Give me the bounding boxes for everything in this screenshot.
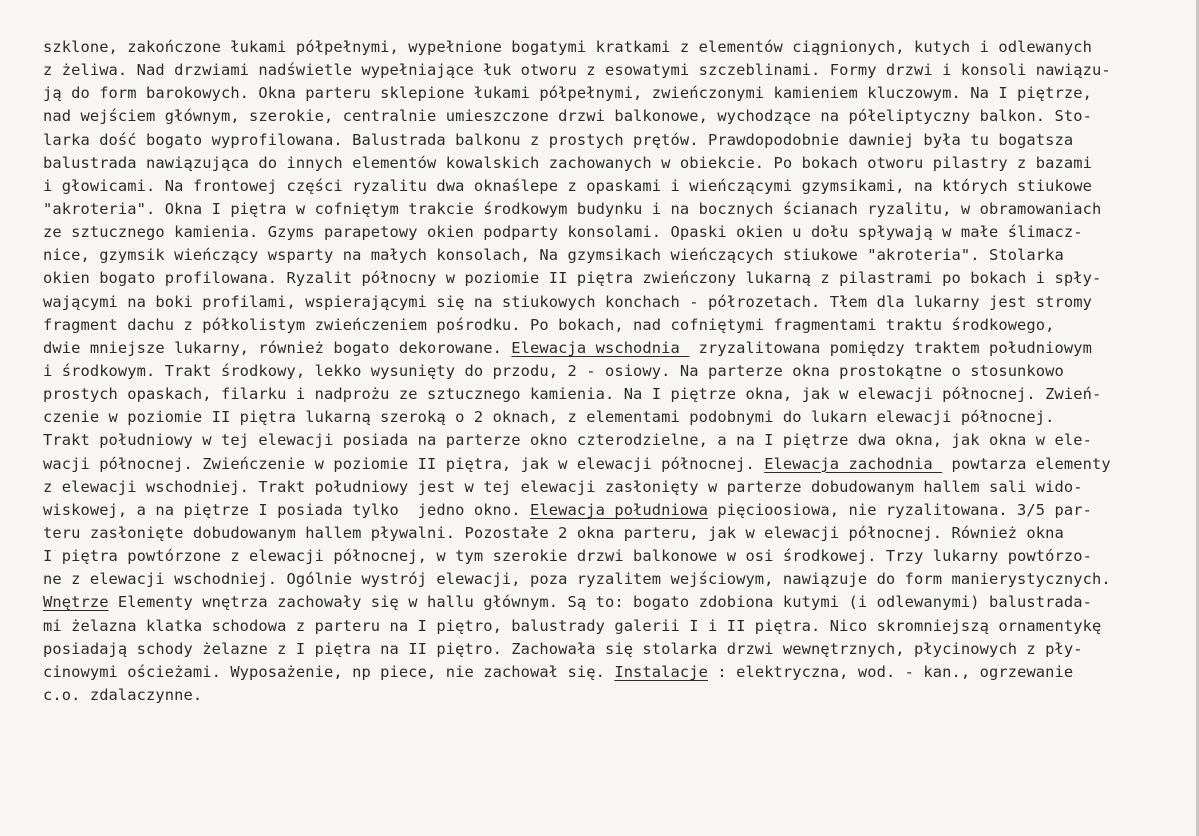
text-run: Trakt południowy w tej elewacji posiada na parterze okno czterodzielne, a na I piętrze dwa okna, jak okna w ele- bbox=[43, 431, 1092, 450]
text-run: mi żelazna klatka schodowa z parteru na I piętro, balustrady galerii I i II piętra. Nico skromniejszą ornamentykę bbox=[43, 616, 1102, 635]
text-run: z elewacji wschodniej. Trakt południowy jest w tej elewacji zasłonięty w parterze dobudowanym hallem sali wido- bbox=[43, 477, 1083, 496]
text-line bbox=[43, 337, 1193, 360]
text-line bbox=[43, 429, 1193, 452]
text-line bbox=[43, 545, 1193, 568]
text-line bbox=[43, 105, 1193, 128]
text-run: i głowicami. Na frontowej części ryzalitu dwa oknaślepe z opaskami i wieńczącymi gzymsikami, na których stiukowe bbox=[43, 176, 1092, 195]
text-line bbox=[43, 638, 1193, 661]
text-run: ne z elewacji wschodniej. Ogólnie wystrój elewacji, poza ryzalitem wejściowym, nawiązuje do form manierystycznych. bbox=[43, 570, 1111, 589]
text-line bbox=[43, 36, 1193, 59]
underlined-heading: Elewacja wschodnia bbox=[511, 338, 690, 357]
text-run: okien bogato profilowana. Ryzalit północny w poziomie II piętra zwieńczony lukarną z pilastrami po bokach i spły- bbox=[43, 269, 1102, 288]
text-run: i środkowym. Trakt środkowy, lekko wysunięty do przodu, 2 - osiowy. Na parterze okna prostokątne o stosunkowo bbox=[43, 361, 1064, 380]
text-line bbox=[43, 383, 1193, 406]
text-line bbox=[43, 453, 1193, 476]
text-run: : elektryczna, wod. - kan., ogrzewanie bbox=[708, 662, 1074, 681]
text-run: Elementy wnętrza zachowały się w hallu głównym. Są to: bogato zdobiona kutymi (i odlewanymi) balustrada- bbox=[108, 593, 1092, 612]
text-run: wacji północnej. Zwieńczenie w poziomie II piętra, jak w elewacji północnej. bbox=[43, 454, 765, 473]
text-run: szklone, zakończone łukami półpełnymi, wypełnione bogatymi kratkami z elementów ciągnionych, kutych i odlewanych bbox=[43, 38, 1092, 56]
text-run: zryzalitowana pomiędzy traktem południowym bbox=[689, 338, 1092, 357]
text-line bbox=[43, 406, 1193, 429]
text-run: ją do form barokowych. Okna parteru sklepione łukami półpełnymi, zwieńczonymi kamieniem kluczowym. Na I piętrze, bbox=[43, 84, 1092, 103]
underlined-heading: Elewacja południowa bbox=[530, 500, 708, 519]
text-line bbox=[43, 568, 1193, 591]
text-run: c.o. zdalaczynne. bbox=[43, 685, 203, 704]
text-line bbox=[43, 476, 1193, 499]
text-line bbox=[43, 291, 1193, 314]
underlined-heading: Elewacja zachodnia bbox=[764, 454, 943, 473]
text-line bbox=[43, 152, 1193, 175]
text-run: prostych opaskach, filarku i nadprożu ze sztucznego kamienia. Na I piętrze okna, jak w elewacji północnej. Zwień- bbox=[43, 385, 1102, 404]
text-run: pięcioosiowa, nie ryzalitowana. 3/5 par- bbox=[707, 500, 1092, 519]
text-line bbox=[43, 360, 1193, 383]
text-run: wającymi na boki profilami, wspierającymi się na stiukowych konchach - półrozetach. Tłem dla lukarny jest stromy bbox=[43, 292, 1092, 311]
text-run: fragment dachu z półkolistym zwieńczeniem pośrodku. Po bokach, nad cofniętymi fragmentami traktu środkowego, bbox=[43, 315, 1055, 334]
text-run: czenie w poziomie II piętra lukarną szeroką o 2 oknach, z elementami podobnymi do lukarn elewacji północnej. bbox=[43, 408, 1055, 427]
text-run: z żeliwa. Nad drzwiami nadświetle wypełniające łuk otworu z esowatymi szczeblinami. Formy drzwi i konsoli nawiązu- bbox=[43, 61, 1111, 80]
text-run: "akroteria". Okna I piętra w cofniętym trakcie środkowym budynku i na bocznych ścianach ryzalitu, w obramowaniach bbox=[43, 199, 1102, 218]
text-run: balustrada nawiązująca do innych elementów kowalskich zachowanych w obiekcie. Po bokach otworu pilastry z bazami bbox=[43, 153, 1092, 172]
text-line bbox=[43, 615, 1193, 638]
text-line bbox=[43, 244, 1193, 267]
underlined-heading: Instalacje bbox=[614, 662, 708, 681]
text-line bbox=[43, 221, 1193, 244]
text-line bbox=[43, 175, 1193, 198]
text-run: cinowymi ościeżami. Wyposażenie, np piece, nie zachował się. bbox=[43, 662, 615, 681]
text-run: I piętra powtórzone z elewacji północnej, w tym szerokie drzwi balkonowe w osi środkowej. Trzy lukarny powtórzo- bbox=[43, 547, 1092, 566]
text-line bbox=[43, 59, 1193, 82]
text-run: dwie mniejsze lukarny, również bogato dekorowane. bbox=[43, 338, 512, 357]
text-line bbox=[43, 82, 1193, 105]
text-line bbox=[43, 591, 1193, 614]
text-line bbox=[43, 499, 1193, 522]
text-line bbox=[43, 129, 1193, 152]
text-run: powtarza elementy bbox=[942, 454, 1111, 473]
text-run: posiadają schody żelazne z I piętra na II piętro. Zachowała się stolarka drzwi wewnętrznych, płycinowych z pły- bbox=[43, 639, 1083, 658]
text-line bbox=[43, 314, 1193, 337]
text-run: larka dość bogato wyprofilowana. Balustrada balkonu z prostych prętów. Prawdopodobnie dawniej była tu bogatsza bbox=[43, 130, 1074, 149]
text-line bbox=[43, 198, 1193, 221]
text-run: nad wejściem głównym, szerokie, centralnie umieszczone drzwi balkonowe, wychodzące na półeliptyczny balkon. Sto- bbox=[43, 107, 1092, 126]
text-run: ze sztucznego kamienia. Gzyms parapetowy okien podparty konsolami. Opaski okien u dołu spływają w małe ślimacz- bbox=[43, 223, 1083, 242]
underlined-heading: Wnętrze bbox=[43, 593, 109, 612]
document-body bbox=[43, 36, 1193, 707]
text-run: wiskowej, a na piętrze I posiada tylko jedno okno. bbox=[43, 500, 531, 519]
text-run: nice, gzymsik wieńczący wsparty na małych konsolach, Na gzymsikach wieńczących stiukowe "akroteria". Stolarka bbox=[43, 246, 1064, 265]
text-line bbox=[43, 661, 1193, 684]
text-line bbox=[43, 522, 1193, 545]
text-line bbox=[43, 684, 1193, 707]
text-line bbox=[43, 267, 1193, 290]
text-run: teru zasłonięte dobudowanym hallem pływalni. Pozostałe 2 okna parteru, jak w elewacji północnej. Również okna bbox=[43, 523, 1064, 542]
